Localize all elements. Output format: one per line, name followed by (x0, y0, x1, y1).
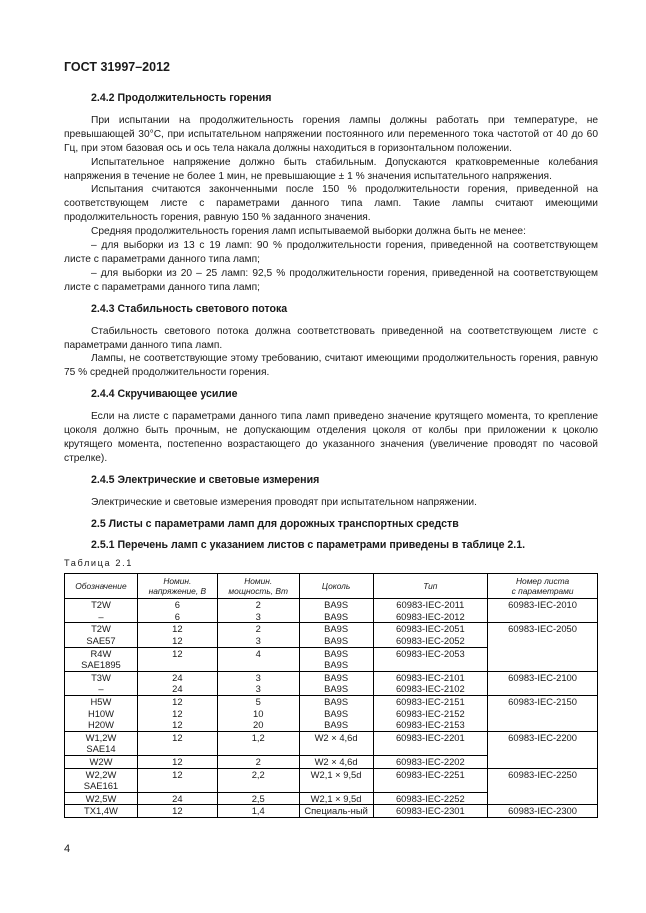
section-2-4-2-title: 2.4.2 Продолжительность горения (91, 92, 272, 104)
table-cell (137, 659, 217, 671)
table-cell: 60983-IEC-2101 (373, 671, 488, 683)
table-cell: 20 (217, 719, 299, 731)
table-cell: 12 (137, 647, 217, 659)
table-cell: 60983-IEC-2252 (373, 792, 488, 805)
table-row (65, 805, 598, 818)
section-2-4-3-title: 2.4.3 Стабильность светового потока (91, 302, 288, 315)
table-cell: T2W (65, 623, 138, 635)
table-cell: 60983-IEC-2153 (373, 719, 488, 731)
table-row (65, 768, 598, 780)
paragraph: Лампы, не соответствующие этому требованию, считают имеющими продолжительность горения, равную 75 % средней продолжительности горения. (64, 353, 598, 379)
table-cell: W1,2W (65, 731, 138, 743)
table-cell: 12 (137, 635, 217, 647)
table-cell: 60983-IEC-2100 (488, 671, 598, 695)
table-cell: 2,2 (217, 768, 299, 780)
table-cell: SAE161 (65, 780, 138, 792)
table-cell (373, 659, 488, 671)
table-cell: BA9S (299, 671, 373, 683)
table-cell: 3 (217, 611, 299, 623)
table-row (65, 731, 598, 743)
table-cell: 24 (137, 792, 217, 805)
paragraph: Испытания считаются законченными после 150 % продолжительности горения, приведенной на соответствующем листе с параметрами данного типа ламп. Такие лампы считают имеющими продолжительность горения, равную 150 % заданного значения. (64, 184, 598, 224)
lamp-table (64, 573, 598, 818)
table-cell (217, 743, 299, 755)
column-header: Тип (373, 574, 488, 599)
table-cell: 60983-IEC-2202 (373, 756, 488, 769)
table-cell (217, 780, 299, 792)
table-cell (373, 780, 488, 792)
table-cell: 60983-IEC-2200 (488, 731, 598, 768)
table-cell: 60983-IEC-2051 (373, 623, 488, 635)
column-header: Номер листа с параметрами (488, 574, 598, 599)
table-row (65, 696, 598, 708)
column-header: Обозначение (65, 574, 138, 599)
table-cell: SAE14 (65, 743, 138, 755)
table-cell: 2 (217, 599, 299, 611)
table-cell (137, 743, 217, 755)
table-cell: SAE57 (65, 635, 138, 647)
table-cell (299, 780, 373, 792)
table-cell: 60983-IEC-2012 (373, 611, 488, 623)
section-2-4-4-title: 2.4.4 Скручивающее усилие (91, 388, 238, 401)
page-number: 4 (64, 843, 71, 855)
table-cell: W2 × 4,6d (299, 731, 373, 743)
table-cell: BA9S (299, 659, 373, 671)
table-cell: 12 (137, 719, 217, 731)
table-cell: BA9S (299, 708, 373, 720)
table-cell: T2W (65, 599, 138, 611)
table-cell: 60983-IEC-2102 (373, 683, 488, 695)
section-2-5-title: 2.5 Листы с параметрами ламп для дорожных транспортных средств (91, 517, 459, 530)
table-cell: 60983-IEC-2251 (373, 768, 488, 780)
table-cell: BA9S (299, 623, 373, 635)
table-row (65, 623, 598, 635)
table-cell: 3 (217, 671, 299, 683)
table-cell: 2 (217, 756, 299, 769)
table-cell: 60983-IEC-2011 (373, 599, 488, 611)
table-cell: BA9S (299, 683, 373, 695)
table-cell: BA9S (299, 719, 373, 731)
table-cell: 60983-IEC-2201 (373, 731, 488, 743)
table-cell: W2 × 4,6d (299, 756, 373, 769)
table-cell: 3 (217, 635, 299, 647)
table-cell: 12 (137, 805, 217, 818)
table-cell: H20W (65, 719, 138, 731)
table-row (65, 671, 598, 683)
document-body (64, 92, 598, 818)
table-cell (373, 743, 488, 755)
table-cell: 60983-IEC-2151 (373, 696, 488, 708)
table-cell (137, 780, 217, 792)
table-cell (299, 743, 373, 755)
document-header: ГОСТ 31997–2012 (64, 60, 170, 74)
table-cell: BA9S (299, 696, 373, 708)
column-header: Номин. напряжение, В (137, 574, 217, 599)
table-cell: 60983-IEC-2300 (488, 805, 598, 818)
table-cell: 12 (137, 731, 217, 743)
table-cell: 5 (217, 696, 299, 708)
table-cell: 60983-IEC-2052 (373, 635, 488, 647)
table-cell: W2,1 × 9,5d (299, 792, 373, 805)
table-cell: 12 (137, 756, 217, 769)
table-cell: W2,1 × 9,5d (299, 768, 373, 780)
table-cell: – (65, 683, 138, 695)
table-cell: 1,4 (217, 805, 299, 818)
paragraph: Средняя продолжительность горения ламп испытываемой выборки должна быть не менее: (91, 226, 526, 238)
table-cell: BA9S (299, 599, 373, 611)
paragraph: Если на листе с параметрами данного типа ламп приведено значение крутящего момента, то крепление цоколя должно быть прочным, не допускающим отделения цоколя от колбы при приложении к цоколю крутящего момента, постепенно возрастающего до указанного значения (увеличение проводят по часовой стрелке). (64, 411, 598, 464)
table-cell: 12 (137, 768, 217, 780)
table-cell: BA9S (299, 647, 373, 659)
table-caption: Таблица 2.1 (64, 558, 133, 569)
table-cell: 10 (217, 708, 299, 720)
table-cell: 24 (137, 683, 217, 695)
column-header: Цоколь (299, 574, 373, 599)
table-cell: H5W (65, 696, 138, 708)
paragraph: При испытании на продолжительность горения лампы должны работать при температуре, не превышающей 30°С, при испытательном напряжении постоянного или переменного тока частотой от 40 до 60 Гц, при этом базовая ось и ось тела накала должны находиться в горизонтальном положении. (64, 114, 598, 154)
table-cell: W2,5W (65, 792, 138, 805)
table-cell: 12 (137, 623, 217, 635)
table-cell: 4 (217, 647, 299, 659)
table-cell (217, 659, 299, 671)
table-cell: 24 (137, 671, 217, 683)
table-cell: – (65, 611, 138, 623)
table-cell: Специаль-ный (299, 805, 373, 818)
table-cell: 60983-IEC-2152 (373, 708, 488, 720)
table-cell: TX1,4W (65, 805, 138, 818)
table-cell: 60983-IEC-2053 (373, 647, 488, 659)
table-cell: BA9S (299, 635, 373, 647)
table-cell: 60983-IEC-2150 (488, 696, 598, 732)
table-cell: 3 (217, 683, 299, 695)
table-cell: 60983-IEC-2250 (488, 768, 598, 805)
table-cell: 1,2 (217, 731, 299, 743)
table-cell: H10W (65, 708, 138, 720)
table-cell: 60983-IEC-2301 (373, 805, 488, 818)
table-cell: 6 (137, 599, 217, 611)
table-cell: SAE1895 (65, 659, 138, 671)
section-2-4-5-title: 2.4.5 Электрические и световые измерения (91, 473, 320, 486)
paragraph: Стабильность светового потока должна соответствовать приведенной на соответствующем листе с параметрами данного типа ламп. (64, 325, 598, 351)
table-cell: W2W (65, 756, 138, 769)
table-row (65, 599, 598, 611)
table-cell: W2,2W (65, 768, 138, 780)
paragraph: – для выборки из 13 с 19 ламп: 90 % продолжительности горения, приведенной на соответствующем листе с параметрами данного типа ламп; (64, 240, 598, 265)
table-cell: 60983-IEC-2010 (488, 599, 598, 623)
table-cell: 2 (217, 623, 299, 635)
table-cell: BA9S (299, 611, 373, 623)
table-cell: T3W (65, 671, 138, 683)
table-cell: 60983-IEC-2050 (488, 623, 598, 671)
section-2-5-1-title: 2.5.1 Перечень ламп с указанием листов с параметрами приведены в таблице 2.1. (91, 539, 526, 552)
paragraph: – для выборки из 20 – 25 ламп: 92,5 % продолжительности горения, приведенной на соответствующем листе с параметрами данного типа ламп; (64, 267, 598, 293)
paragraph: Электрические и световые измерения проводят при испытательном напряжении. (91, 496, 477, 508)
table-cell: 2,5 (217, 792, 299, 805)
column-header: Номин. мощность, Вт (217, 574, 299, 599)
table-cell: R4W (65, 647, 138, 659)
table-cell: 12 (137, 708, 217, 720)
table-cell: 6 (137, 611, 217, 623)
paragraph: Испытательное напряжение должно быть стабильным. Допускаются кратковременные колебания напряжения в течение не более 1 мин, не превышающие ± 1 % значения испытательного напряжения. (64, 156, 598, 182)
table-cell: 12 (137, 696, 217, 708)
